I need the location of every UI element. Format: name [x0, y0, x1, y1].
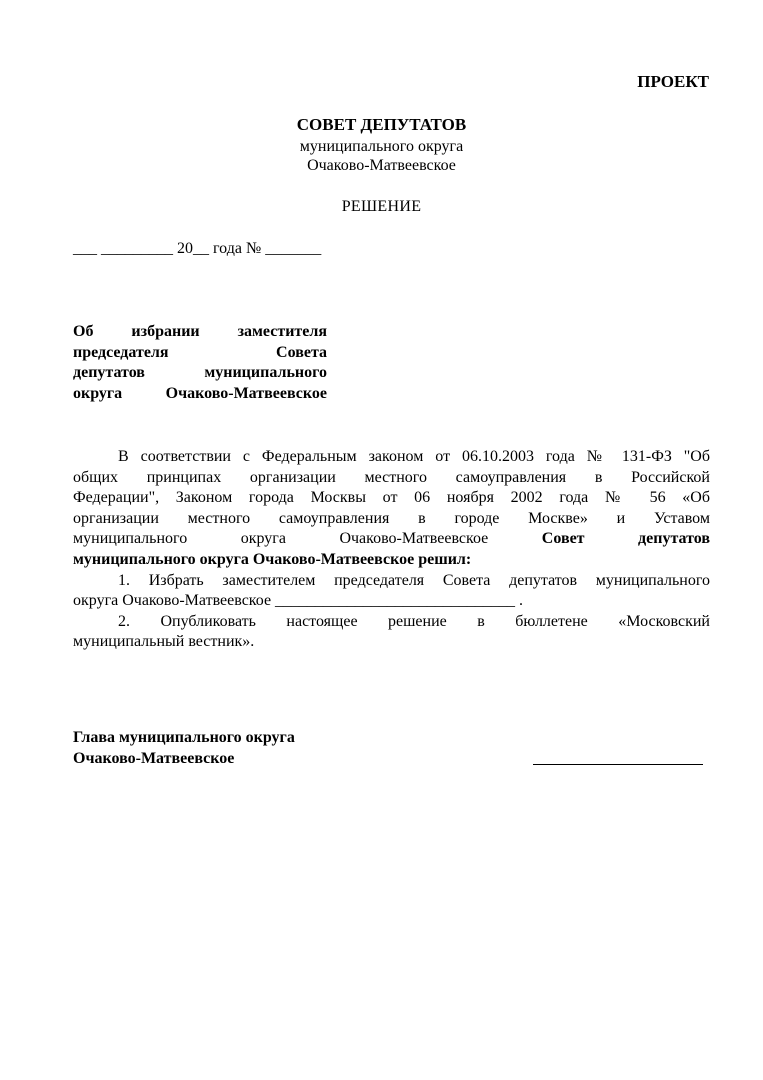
preamble-resolution: муниципального округа Очаково-Матвеевское решил: [73, 550, 472, 568]
preamble-text: муниципального округа Очаково-Матвеевское [73, 530, 489, 548]
signatory-title-line-1: Глава муниципального округа [73, 729, 295, 746]
date-number-line: ___ _________ 20__ года № _______ [73, 240, 322, 257]
subject-line: депутатов муниципального [73, 364, 327, 382]
item-2-line: муниципальный вестник». [73, 633, 255, 651]
document-type: РЕШЕНИЕ [341, 198, 422, 215]
signatory-title [73, 727, 295, 769]
organization-subtitle-1: муниципального округа [299, 138, 464, 155]
preamble-line: общих принципах организации местного самоуправления в Российской [73, 468, 710, 486]
subject-line: Об избрании заместителя [73, 323, 327, 340]
preamble-line: организации местного самоуправления в городе Москве» и Уставом [73, 509, 710, 527]
council-bold-text: Совет депутатов [541, 530, 710, 548]
item-2-line: 2. Опубликовать настоящее решение в бюллетене «Московский [118, 612, 710, 630]
item-1-line: округа Очаково-Матвеевское ______________________________ . [73, 592, 524, 610]
subject-line: округа Очаково-Матвеевское [73, 385, 327, 403]
subject-line: председателя Совета [73, 343, 327, 361]
item-1-line: 1. Избрать заместителем председателя Совета депутатов муниципального [118, 571, 710, 589]
organization-title: СОВЕТ ДЕПУТАТОВ [296, 115, 467, 134]
preamble-line: В соответствии с Федеральным законом от 06.10.2003 года № 131-ФЗ "Об [118, 448, 710, 465]
signature-line [533, 764, 703, 765]
draft-label: ПРОЕКТ [637, 72, 709, 91]
preamble-line: Федерации", Законом города Москвы от 06 ноября 2002 года № 56 «Об [73, 489, 710, 507]
preamble-line [73, 529, 710, 550]
decision-subject [73, 322, 327, 405]
decision-body [73, 447, 710, 653]
signatory-title-line-2: Очаково-Матвеевское [73, 750, 235, 767]
organization-subtitle-2: Очаково-Матвеевское [307, 157, 456, 174]
